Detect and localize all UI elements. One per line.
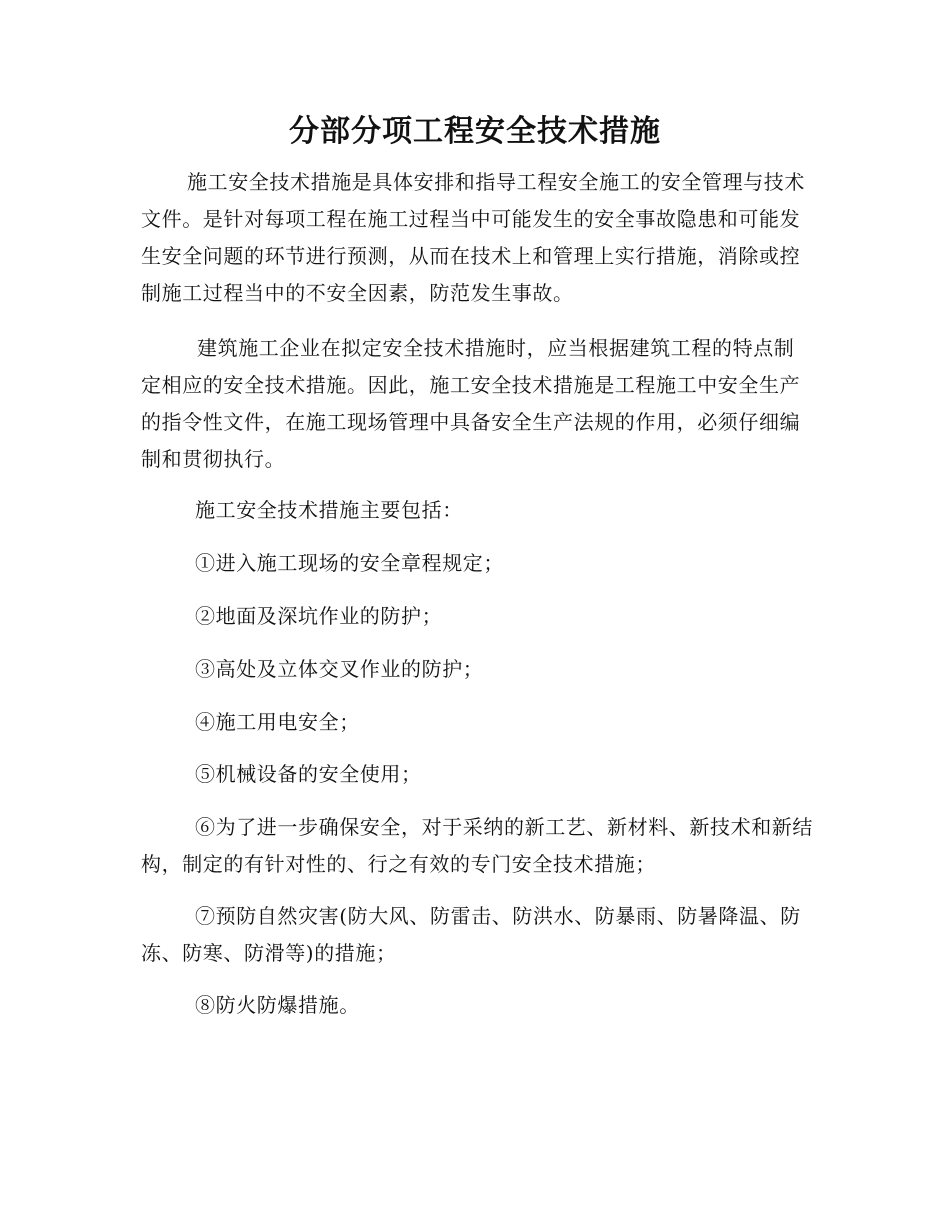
paragraph-requirements: 建筑施工企业在拟定安全技术措施时，应当根据建筑工程的特点制定相应的安全技术措施。因此，施工安全技术措施是工程施工中安全生产的指令性文件，在施工现场管理中具备安全生产法规的作用，必须仔细编制和贯彻执行。 xyxy=(141,336,801,471)
list-item: ⑧防火防爆措施。 xyxy=(195,993,360,1017)
list-item: ④施工用电安全； xyxy=(195,710,360,734)
list-item: ⑥为了进一步确保安全，对于采纳的新工艺、新材料、新技术和新结构，制定的有针对性的、行之有效的专门安全技术措施； xyxy=(141,815,813,876)
paragraph-list-heading: 施工安全技术措施主要包括： xyxy=(195,498,463,522)
list-item: ②地面及深坑作业的防护； xyxy=(195,604,443,628)
list-item: ⑦预防自然灾害(防大风、防雷击、防洪水、防暴雨、防暑降温、防冻、防寒、防滑等)的措施； xyxy=(141,904,801,965)
list-item: ①进入施工现场的安全章程规定； xyxy=(195,551,504,575)
document-title: 分部分项工程安全技术措施 xyxy=(289,114,661,149)
paragraph-intro: 施工安全技术措施是具体安排和指导工程安全施工的安全管理与技术文件。是针对每项工程在施工过程当中可能发生的安全事故隐患和可能发生安全问题的环节进行预测，从而在技术上和管理上实行措施，消除或控制施工过程当中的不安全因素，防范发生事故。 xyxy=(141,170,805,305)
list-item: ③高处及立体交叉作业的防护； xyxy=(195,657,484,681)
list-item: ⑤机械设备的安全使用； xyxy=(195,762,422,786)
